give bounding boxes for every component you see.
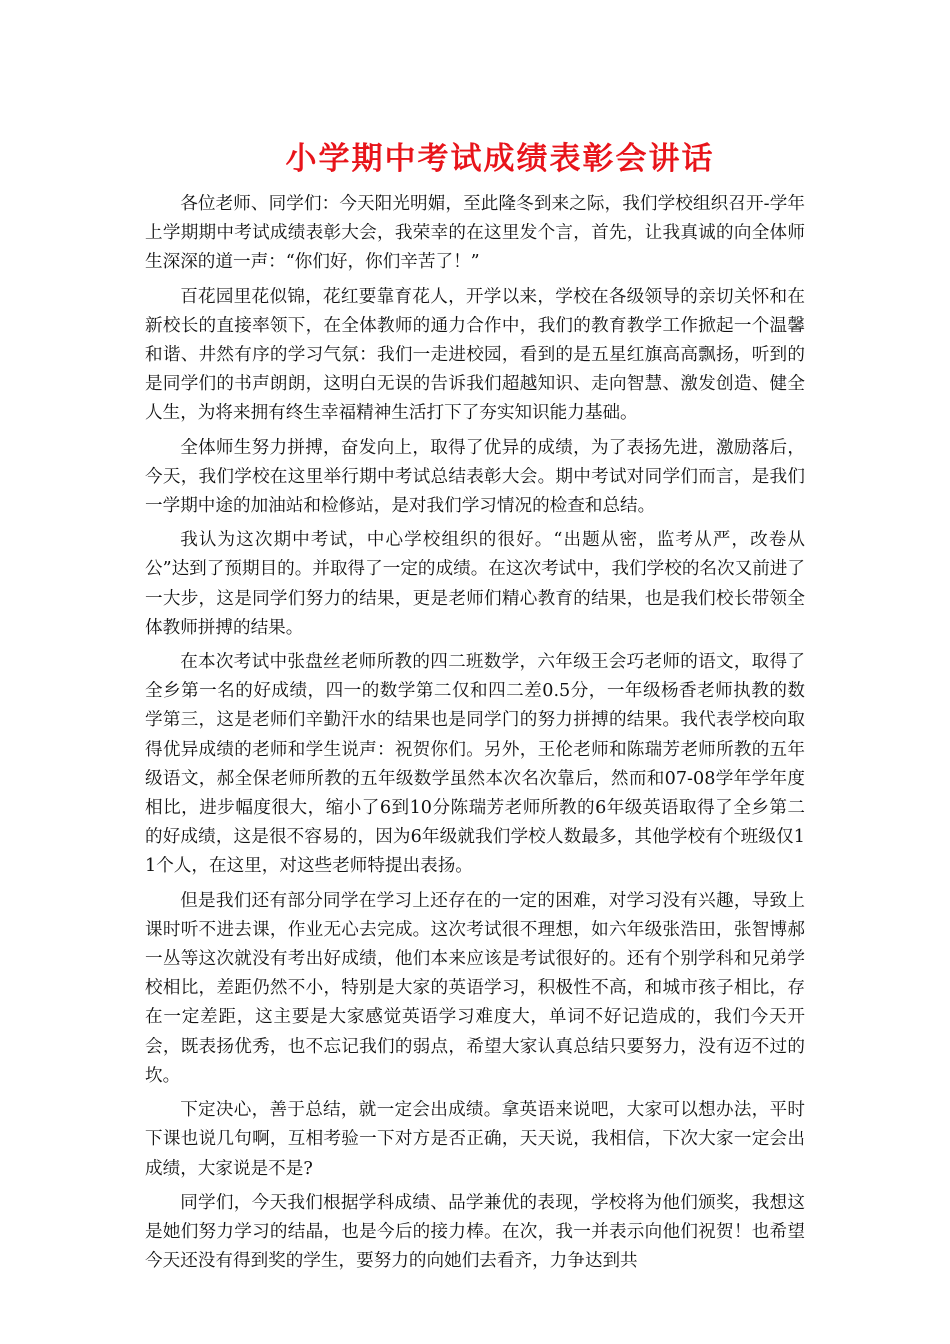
paragraph-english-advice: 下定决心，善于总结，就一定会出成绩。拿英语来说吧，大家可以想办法，平时下课也说几句啊，互相考验一下对方是否正确，天天说，我相信，下次大家一定会出成绩，大家说是不是?	[145, 1100, 805, 1179]
paragraph-exam-organization: 我认为这次期中考试，中心学校组织的很好。“出题从密，监考从严，改卷从公”达到了预期目的。并取得了一定的成绩。在这次考试中，我们学校的名次又前进了一大步，这是同学们努力的结果，更是老师们精心教育的结果，也是我们校长带领全体教师拼搏的结果。	[145, 530, 805, 638]
paragraph-award-closing: 同学们，今天我们根据学科成绩、品学兼优的表现，学校将为他们颁奖，我想这是她们努力学习的结晶，也是今后的接力棒。在次，我一并表示向他们祝贺！也希望今天还没有得到奖的学生，要努力的向她们去看齐，力争达到共	[145, 1192, 805, 1272]
paragraph-teacher-achievements: 在本次考试中张盘丝老师所教的四二班数学，六年级王会巧老师的语文，取得了全乡第一名的好成绩，四一的数学第二仅和四二差0.5分，一年级杨香老师执教的数学第三，这是老师们辛勤汗水的结果也是同学门的努力拼搏的结果。我代表学校向取得优异成绩的老师和学生说声：祝贺你们。另外，王伦老师和陈瑞芳老师所教的五年级语文，郝全保老师所教的五年级数学虽然本次名次靠后，然而和07-08学年学年度相比，进步幅度很大，缩小了6到10分陈瑞芳老师所教的6年级英语取得了全乡第二的好成绩，这是很不容易的，因为6年级就我们学校人数最多，其他学校有个班级仅11个人，在这里，对这些老师特提出表扬。	[145, 652, 805, 877]
document-body	[145, 190, 805, 1281]
paragraph-student-difficulties: 但是我们还有部分同学在学习上还存在的一定的困难，对学习没有兴趣，导致上课时听不进去课，作业无心去完成。这次考试很不理想，如六年级张浩田，张智博郝一丛等这次就没有考出好成绩，他们本来应该是考试很好的。还有个别学科和兄弟学校相比，差距仍然不小，特别是大家的英语学习，积极性不高，和城市孩子相比，存在一定差距，这主要是大家感觉英语学习难度大，单词不好记造成的，我们今天开会，既表扬优秀，也不忘记我们的弱点，希望大家认真总结只要努力，没有迈不过的坎。	[145, 890, 805, 1086]
paragraph-greeting: 各位老师、同学们：今天阳光明媚，至此隆冬到来之际，我们学校组织召开-学年上学期期中考试成绩表彰大会，我荣幸的在这里发个言，首先，让我真诚的向全体师生深深的道一声：“你们好，你们辛苦了！”	[145, 194, 805, 273]
paragraph-commendation-purpose: 全体师生努力拼搏，奋发向上，取得了优异的成绩，为了表扬先进，激励落后，今天，我们学校在这里举行期中考试总结表彰大会。期中考试对同学们而言，是我们一学期中途的加油站和检修站，是对我们学习情况的检查和总结。	[145, 437, 805, 517]
document-title: 小学期中考试成绩表彰会讲话	[285, 141, 715, 177]
paragraph-school-atmosphere: 百花园里花似锦，花红要靠育花人，开学以来，学校在各级领导的亲切关怀和在新校长的直接率领下，在全体教师的通力合作中，我们的教育教学工作掀起一个温馨和谐、井然有序的学习气氛：我们一走进校园，看到的是五星红旗高高飘扬，听到的是同学们的书声朗朗，这明白无误的告诉我们超越知识、走向智慧、激发创造、健全人生，为将来拥有终生幸福精神生活打下了夯实知识能力基础。	[145, 286, 805, 424]
